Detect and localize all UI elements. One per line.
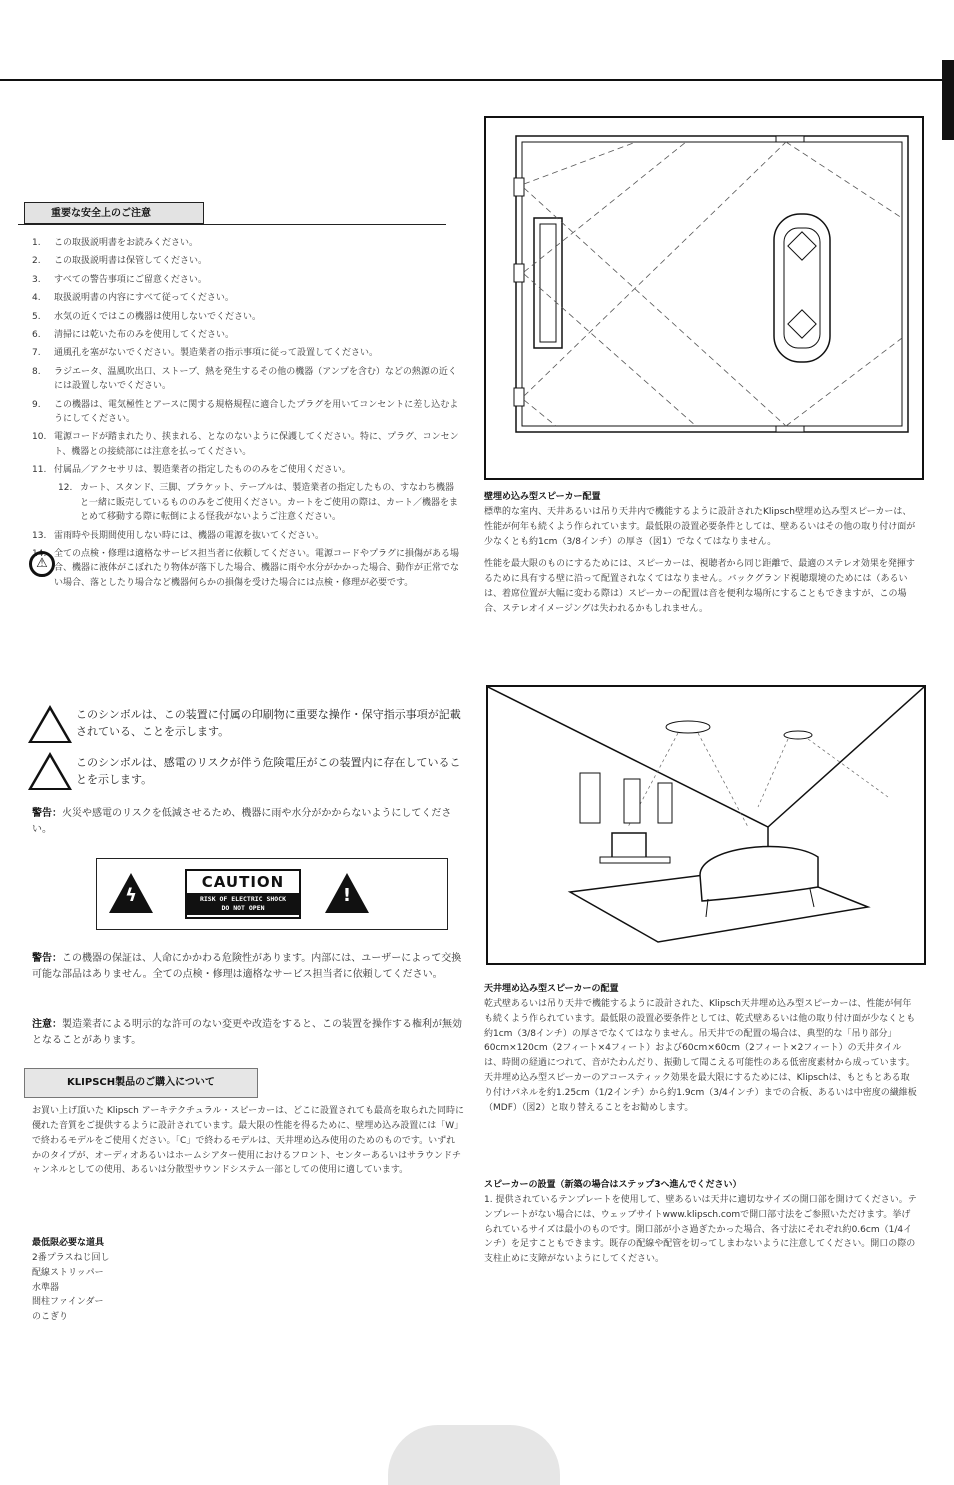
- safety-header: 重要な安全上のご注意: [24, 202, 204, 224]
- safety-item: [32, 463, 462, 477]
- safety-item-number: 1.: [32, 238, 41, 248]
- safety-item-text: 全ての点検・修理は適格なサービス担当者に依頼してください。電源コードやプラグに損傷がある場合、機器に液体がこぼれたり物体が落下した場合、機器に雨や水分がかかった場合、動作が正常でない場合、落としたり場合など機器何らかの損傷を受けた場合には点検・修理が必要です。: [54, 549, 460, 588]
- safety-item: [32, 346, 462, 360]
- safety-item: [32, 254, 462, 268]
- safety-item-text: 雷雨時や長期間使用しない時には、機器の電源を抜いてください。: [54, 530, 325, 541]
- safety-item-number: 5.: [32, 311, 41, 322]
- safety-item-text: 付属品／アクセサリは、製造業者の指定したもののみをご使用ください。: [54, 465, 351, 476]
- warning-2: 警告：この機器の保証は、人命にかかわる危険性があります。内部には、ユーザーによって交換可能な部品はありません。全ての点検・修理は適格なサービス担当者に依頼してください。: [32, 953, 462, 980]
- klipsch-header: KLIPSCH製品のご購入について: [24, 1068, 258, 1098]
- tools-section: [32, 1236, 232, 1325]
- safety-item-text: この取扱説明書は保管してください。: [54, 256, 208, 267]
- safety-item-number: 9.: [32, 399, 41, 410]
- caution-note: 注意：製造業者による明示的な許可のない変更や改造をすると、この装置を操作する権利が無効となることがあります。: [32, 1019, 462, 1046]
- ceiling-section: [484, 982, 918, 1116]
- wall-section: [484, 490, 918, 617]
- exclamation-triangle-icon: [28, 705, 72, 743]
- tool-item: 2番プラスねじ回し: [32, 1252, 110, 1263]
- safety-header-rule: [18, 224, 446, 225]
- top-rule: [0, 79, 954, 81]
- safety-item: [32, 365, 462, 394]
- install-section-text: 1. 提供されているテンプレートを使用して、壁あるいは天井に適切なサイズの開口部を開けてください。テンプレートがない場合には、ウェッブサイトwww.klipsch.comで開口部寸法をご参照いただけます。挙げられているサイズは最小のものです。開口部が小さ過ぎたかった場合、各寸法にそれぞれ約0.6cm（1/4インチ）を足すこともできます。既存の配線や配管を切ってしまわないように注意してください。開口の際の支柱止めに支障がないようにしてください。: [484, 1194, 917, 1265]
- symbol1-text: このシンボルは、この装置に付属の印刷物に重要な操作・保守指示事項が記載されている、ことを示します。: [76, 708, 461, 739]
- safety-item: [32, 529, 462, 543]
- caution-label-graphic: [96, 858, 448, 930]
- tool-item: 間柱ファインダー: [32, 1297, 104, 1308]
- install-section: [484, 1178, 918, 1267]
- page-number-tab: [388, 1425, 560, 1485]
- tools-title: 最低限必要な道具: [32, 1238, 105, 1248]
- exclamation-warning-icon: !: [325, 873, 369, 913]
- safety-item-number: 8.: [32, 366, 41, 377]
- safety-item-number: 13.: [32, 530, 47, 541]
- lightning-triangle-icon: [28, 752, 72, 790]
- safety-item: [32, 273, 462, 287]
- wall-section-p1: 標準的な室内、天井あるいは吊り天井内で機能するように設計されたKlipsch壁埋め込み型スピーカーは、性能が何年も続くよう作られています。最低限の設置必要条件としては、壁あるいはその他の取り付け面が少なくとも約1cm（3/8インチ）の厚さ（図1）でなくてはなりません。: [484, 506, 916, 547]
- ceiling-section-text: 乾式壁あるいは吊り天井で機能するように設計された、Klipsch天井埋め込み型スピーカーは、性能が何年も続くよう作られています。最低限の設置必要条件としては、乾式壁あるいは他の取り付け面が少なくとも約1cm（3/8インチ）の厚さでなくてはなりません。吊天井での配置の場合は、典型的な「吊り部分」60cm×120cm（2フィート×4フィート）および60cm×60cm（2フィート×2フィート）の天井タイルは、時間の経過につれて、音がたわんだり、振動して聞こえる可能性のある低密度素材から成っています。天井埋め込み型スピーカーのアコースティック効果を最大限にするためには、Klipschは、もともとある取り付けパネルを約1.25cm（1/2インチ）から約1.9cm（3/4インチ）までの合板、あるいは中密度の繊維板（MDF）（図2）と取り替えることをお勧めします。: [484, 998, 917, 1113]
- ceiling-room-diagram: [488, 687, 924, 963]
- safety-item: [32, 547, 462, 590]
- figure-2-ceiling-room: [486, 685, 926, 965]
- safety-item-number: 6.: [32, 329, 41, 340]
- tool-item: のこぎり: [32, 1312, 69, 1323]
- klipsch-text: お買い上げ頂いた Klipsch アーキテクチュラル・スピーカーは、どこに設置されても最高を取られた同時に優れた音質をご提供するように設計されています。最大限の性能を得るために、壁埋め込み設置には「W」で終わるモデルをご使用ください。「C」で終わるモデルは、天井埋め込み使用のためのものです。いずれかのタイプが、オーディオあるいはホームシアター使用におけるフロント、センターあるいはサラウンドチャンネルとしての使用、あるいは分散型サウンドシステム一部としての使用に適しています。: [32, 1106, 464, 1176]
- safety-item: [32, 291, 462, 305]
- no-cart-tipover-icon: ⚠: [29, 551, 55, 577]
- wall-section-title: 壁埋め込み型スピーカー配置: [484, 492, 601, 502]
- install-section-title: スピーカーの設置（新築の場合はステップ3へ進んでください）: [484, 1180, 742, 1190]
- safety-item: [32, 328, 462, 342]
- safety-item-number: 4.: [32, 293, 41, 304]
- tool-item: 配線ストリッパー: [32, 1267, 104, 1278]
- safety-item-number: 7.: [32, 348, 41, 359]
- caution-title: CAUTION: [201, 873, 285, 891]
- page-edge-tab: [942, 60, 954, 140]
- safety-item-text: この機器は、電気極性とアースに関する規格規程に適合したプラグを用いてコンセントに差し込むようにしてください。: [54, 399, 459, 424]
- caution-plate: [185, 869, 301, 919]
- safety-item: [32, 310, 462, 324]
- tools-list: [32, 1251, 232, 1325]
- safety-item-text: 水気の近くではこの機器は使用しないでください。: [54, 311, 262, 322]
- wall-section-p2: 性能を最大限のものにするためには、スピーカーは、視聴者から同じ距離で、最適のステレオ効果を発揮するために具有する壁に沿って配置されなくてはなりません。バックグランド視聴環境のためには（あるいは、着席位置が大幅に変わる際は）スピーカーの配置は音を便利な場所にすることもできますが、この場合、ステレオイメージングは失われるかもしれません。: [484, 559, 915, 614]
- safety-item: [32, 481, 462, 524]
- room-plan-diagram: [486, 118, 922, 478]
- safety-item-number: 10.: [32, 432, 47, 443]
- safety-item: [32, 398, 462, 427]
- safety-item-text: 清掃には乾いた布のみを使用してください。: [54, 329, 235, 340]
- symbol2-text: このシンボルは、感電のリスクが伴う危険電圧がこの装置内に存在していることを示します。: [76, 756, 461, 787]
- safety-item-number: 11.: [32, 465, 47, 476]
- safety-list: [32, 236, 462, 594]
- warning-1: 警告：火災や感電のリスクを低減させるため、機器に雨や水分がかからないようにしてください。: [32, 808, 452, 835]
- safety-item-text: カート、スタンド、三脚、ブラケット、テーブルは、製造業者の指定したもの、すなわち機器と一緒に販売しているもののみをご使用ください。カートをご使用の際は、カート／機器をまとめて移動する際に転倒による怪我がないようご注意ください。: [80, 483, 459, 523]
- safety-item-text: この取扱説明書をお読みください。: [54, 238, 199, 248]
- safety-item-text: 電源コードが踏まれたり、挟まれる、となのないように保護してください。特に、プラグ、コンセント、機器との接続部には注意を払ってください。: [54, 432, 459, 457]
- ceiling-section-title: 天井埋め込み型スピーカーの配置: [484, 984, 619, 994]
- safety-item: [32, 236, 462, 250]
- lightning-warning-icon: ϟ: [109, 873, 153, 913]
- safety-item-text: 取扱説明書の内容にすべて従ってください。: [54, 293, 234, 304]
- safety-item-number: 14.: [32, 549, 47, 560]
- tool-item: 水準器: [32, 1282, 60, 1293]
- safety-item-text: すべての警告事項にご留意ください。: [54, 274, 207, 285]
- safety-item-text: 通風孔を塞がないでください。製造業者の指示事項に従って設置してください。: [54, 348, 379, 359]
- caution-subtext: RISK OF ELECTRIC SHOCK DO NOT OPEN: [187, 893, 299, 915]
- safety-item-number: 12.: [58, 483, 73, 494]
- figure-1-room-plan: [484, 116, 924, 480]
- safety-item: [32, 430, 462, 459]
- safety-item-text: ラジエータ、温風吹出口、ストーブ、熱を発生するその他の機器（アンプを含む）などの熱源の近くには設置しないでください。: [54, 366, 457, 392]
- safety-item-number: 3.: [32, 274, 41, 285]
- safety-item-number: 2.: [32, 256, 41, 267]
